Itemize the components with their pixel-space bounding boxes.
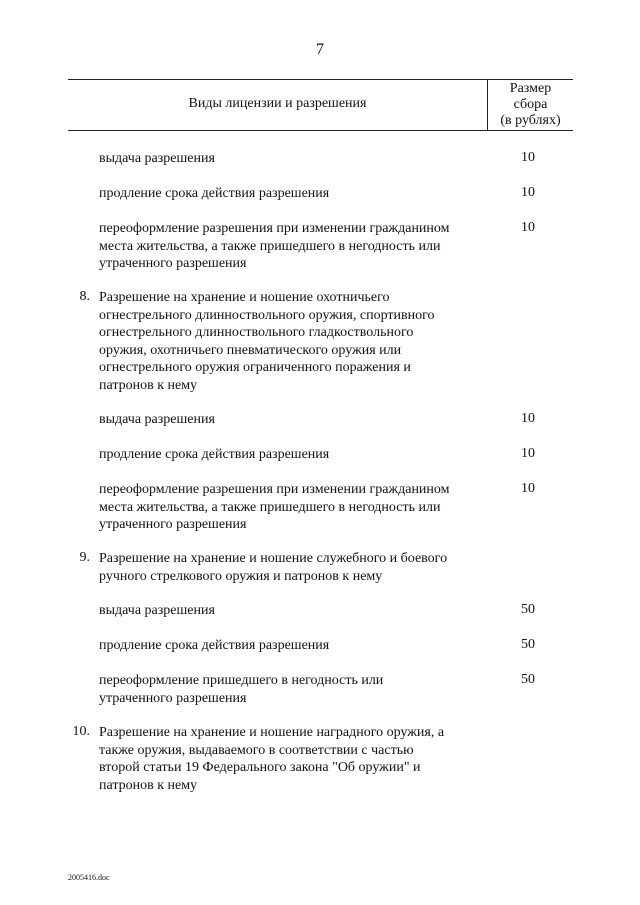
item-heading-line: Разрешение на хранение и ношение служебного и боевого	[99, 551, 448, 566]
row-text: продление срока действия разрешения	[99, 447, 330, 462]
item-heading-line: Разрешение на хранение и ношение охотничьего	[99, 290, 390, 305]
header-fee-line: сбора	[513, 97, 548, 112]
row-text: продление срока действия разрешения	[99, 186, 330, 201]
row-text-line: места жительства, а также пришедшего в негодность или	[99, 238, 441, 254]
row-text: продление срока действия разрешения	[99, 638, 330, 653]
item-heading-line: патронов к нему	[99, 377, 198, 393]
row-text-line: переоформление пришедшего в негодность или	[99, 673, 384, 688]
item-number: 10.	[72, 724, 90, 739]
item-heading-line: также оружия, выдаваемого в соответствии с частью	[99, 742, 414, 758]
row-text	[99, 220, 450, 273]
header-fee-line: (в рублях)	[500, 113, 561, 128]
row-text: выдача разрешения	[99, 603, 215, 618]
table-top-rule	[68, 79, 573, 80]
row-fee: 10	[521, 411, 535, 426]
row-fee: 50	[521, 637, 535, 652]
item-heading-line: Разрешение на хранение и ношение наградного оружия, а	[99, 725, 445, 740]
row-fee: 10	[521, 481, 535, 496]
item-number: 9.	[79, 550, 90, 565]
row-text-line: переоформление разрешения при изменении гражданином	[99, 221, 450, 236]
item-heading-line: оружия, охотничьего пневматического оружия или	[99, 342, 402, 358]
row-text	[99, 481, 450, 534]
row-text: выдача разрешения	[99, 412, 215, 427]
row-text-line: места жительства, а также пришедшего в негодность или	[99, 499, 441, 515]
file-name-footer: 2005416.doc	[68, 873, 110, 882]
item-heading-line: огнестрельного длинноствольного гладкоствольного	[99, 325, 414, 340]
item-heading-line: ручного стрелкового оружия и патронов к нему	[99, 568, 383, 584]
page-number: 7	[316, 41, 324, 58]
item-heading	[99, 550, 447, 585]
row-text	[99, 672, 383, 707]
item-heading-line: патронов к нему	[99, 777, 198, 793]
row-text-line: утраченного разрешения	[99, 517, 247, 532]
item-heading-line: второй статьи 19 Федерального закона "Об оружии" и	[99, 760, 421, 775]
row-text: выдача разрешения	[99, 151, 215, 166]
header-fee-line: Размер	[509, 81, 552, 96]
header-bottom-rule	[68, 130, 573, 131]
item-heading-line: огнестрельного оружия ограниченного поражения и	[99, 360, 411, 375]
header-fee-size	[488, 81, 573, 129]
item-heading	[99, 289, 435, 394]
row-fee: 10	[521, 446, 535, 461]
item-number: 8.	[79, 289, 90, 304]
header-license-types: Виды лицензии и разрешения	[188, 96, 367, 111]
row-fee: 50	[521, 602, 535, 617]
row-fee: 10	[521, 185, 535, 200]
item-heading-line: огнестрельного длинноствольного оружия, спортивного	[99, 307, 435, 323]
row-text-line: переоформление разрешения при изменении гражданином	[99, 482, 450, 497]
row-text-line: утраченного разрешения	[99, 690, 247, 706]
row-fee: 10	[521, 220, 535, 235]
row-fee: 10	[521, 150, 535, 165]
row-text-line: утраченного разрешения	[99, 256, 247, 271]
item-heading	[99, 724, 444, 794]
row-fee: 50	[521, 672, 535, 687]
